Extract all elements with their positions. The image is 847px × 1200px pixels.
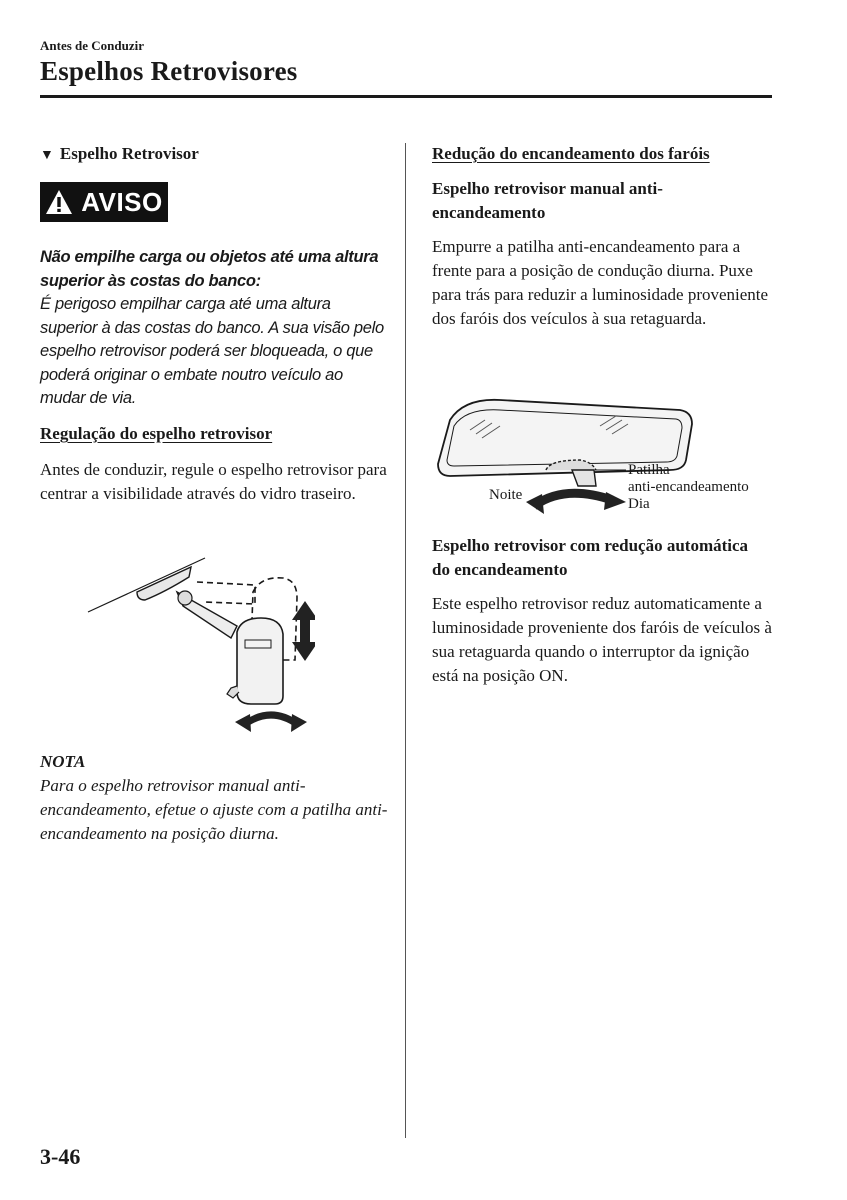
auto-mirror-heading: Espelho retrovisor com redução automática do encandeamento xyxy=(432,536,749,579)
warning-bold-text: Não empilhe carga ou objetos até uma altura superior às costas do banco: xyxy=(40,248,379,290)
triangle-marker-icon: ▼ xyxy=(40,148,54,163)
glare-reduction-heading: Redução do encandeamento dos faróis xyxy=(432,144,710,163)
adjust-body: Antes de conduzir, regule o espelho retrovisor para centrar a visibilidade através do vidro traseiro. xyxy=(40,460,387,503)
nota-body: Para o espelho retrovisor manual anti-encandeamento, efetue o ajuste com a patilha anti-encandeamento na posição diurna. xyxy=(40,776,388,843)
page-number: 3-46 xyxy=(40,1144,81,1169)
adjust-heading: Regulação do espelho retrovisor xyxy=(40,424,273,443)
anti-glare-mirror-illustration xyxy=(430,390,775,520)
mirror-adjust-illustration xyxy=(85,552,315,742)
section-label: Antes de Conduzir xyxy=(40,38,145,53)
manual-mirror-heading: Espelho retrovisor manual anti-encandeamento xyxy=(432,179,663,222)
warning-badge xyxy=(40,182,168,222)
nota-title: NOTA xyxy=(40,752,86,771)
label-dia: Dia xyxy=(628,496,650,512)
warning-triangle-icon xyxy=(45,189,73,215)
label-noite: Noite xyxy=(489,487,523,503)
label-anti-encandeamento: anti-encandeamento xyxy=(628,479,749,495)
manual-mirror-body: Empurre a patilha anti-encandeamento para a frente para a posição de condução diurna. Puxe para trás para reduzir a luminosidade proveniente dos faróis dos veículos à sua retaguarda. xyxy=(432,237,769,328)
subsection-heading-text: Espelho Retrovisor xyxy=(59,144,199,163)
label-patilha: Patilha xyxy=(628,462,670,478)
title-rule xyxy=(40,95,772,98)
warning-body-text: É perigoso empilhar carga até uma altura superior à das costas do banco. A sua visão pelo espelho retrovisor poderá ser bloqueada, o que poderá originar o embate noutro veículo ao mudar de via. xyxy=(40,295,384,407)
page-title: Espelhos Retrovisores xyxy=(40,56,298,86)
column-divider xyxy=(405,143,406,1138)
warning-badge-label: AVISO xyxy=(81,186,163,217)
warning-text xyxy=(40,246,390,411)
subsection-heading xyxy=(40,144,199,164)
auto-mirror-body: Este espelho retrovisor reduz automaticamente a luminosidade proveniente dos faróis de veículos à sua retaguarda quando o interruptor da ignição está na posição ON. xyxy=(432,594,772,685)
